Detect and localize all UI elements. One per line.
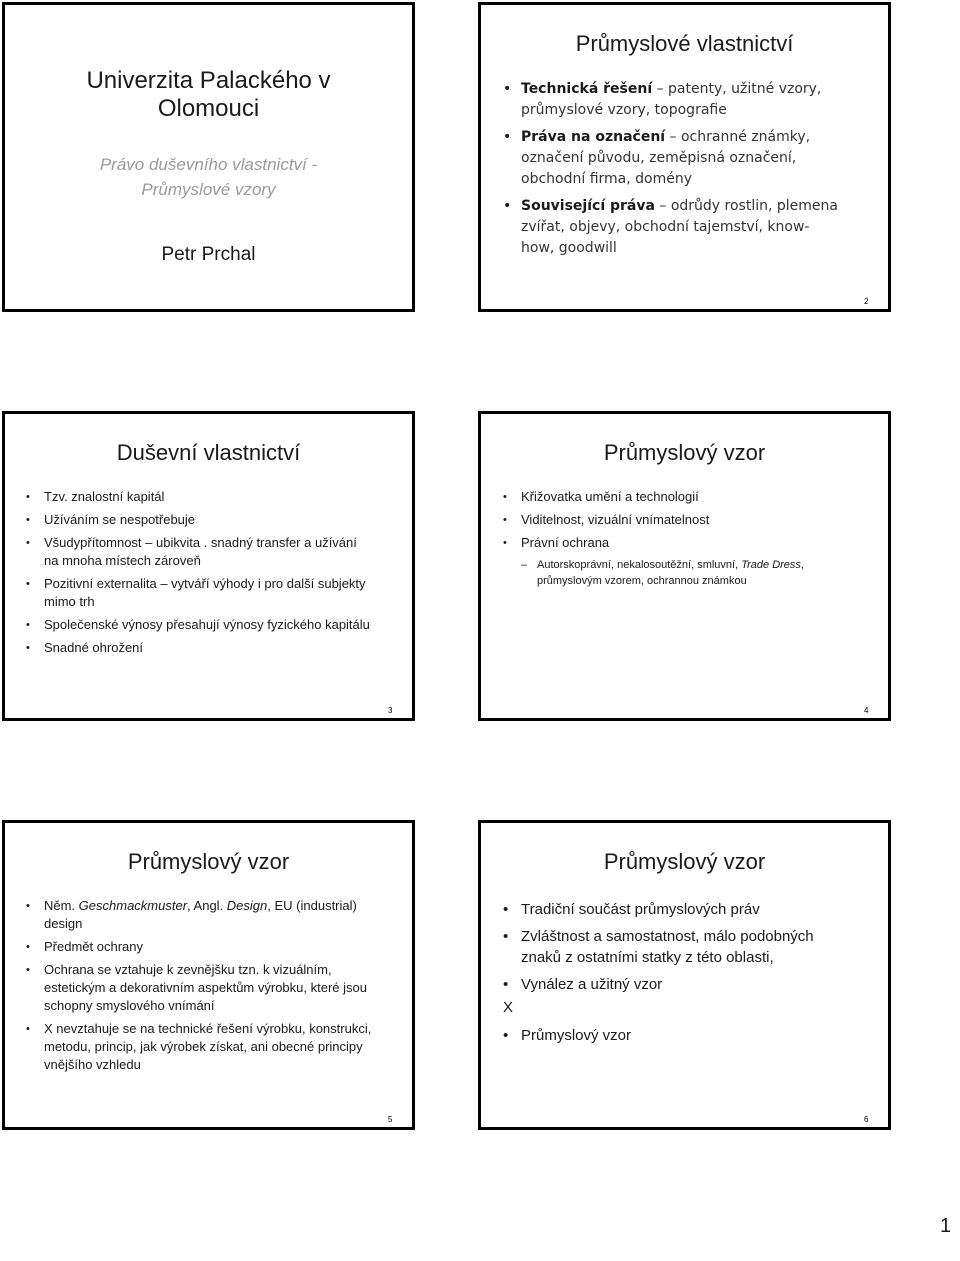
bullet-icon: •: [503, 1027, 509, 1044]
page-number: 5: [388, 1115, 393, 1124]
page-number: 2: [864, 297, 869, 306]
bullet-icon: •: [503, 928, 509, 945]
slide-title: Průmyslový vzor: [603, 440, 766, 465]
list-item: • Viditelnost, vizuální vnímatelnost: [503, 512, 710, 527]
list-item: • Právní ochrana: [503, 535, 610, 550]
bullet-icon: •: [503, 514, 507, 526]
slide-4: [478, 411, 891, 721]
list-item: • Snadné ohrožení: [26, 640, 144, 655]
slide-title: Průmyslový vzor: [127, 849, 290, 874]
bullet-icon: •: [26, 537, 30, 549]
list-item: • Pozitivní externalita – vytváří výhody i pro další subjekty mimo trh: [26, 576, 366, 609]
list-item: • Předmět ochrany: [26, 939, 143, 954]
bullet-icon: •: [503, 537, 507, 549]
bullet-icon: •: [503, 129, 512, 145]
page-number: 3: [388, 706, 393, 715]
bullet-list-2: [503, 1025, 848, 1052]
separator-x: X: [503, 999, 514, 1016]
bullet-list: [503, 79, 838, 265]
list-item: • Práva na označení – ochranné známky, označení původu, zeměpisná označení, obchodní firma, domény: [503, 129, 811, 187]
page-number: 6: [864, 1115, 869, 1124]
sub-list-item: – Autorskoprávní, nekalosoutěžní, smluvní, Trade Dress, průmyslovým vzorem, ochrannou známkou: [521, 559, 804, 587]
list-item: • Tradiční součást průmyslových práv: [503, 901, 760, 918]
list-item: • X nevztahuje se na technické řešení výrobku, konstrukci, metodu, princip, jak výrobek získat, ani obecné principy vnějšího vzhledu: [26, 1021, 372, 1072]
list-item: • Technická řešení – patenty, užitné vzory, průmyslové vzory, topografie: [503, 81, 822, 118]
slide-3: [2, 411, 415, 721]
bullet-icon: •: [503, 198, 512, 214]
bullet-icon: •: [26, 900, 30, 912]
list-item: • Vynález a užitný vzor: [503, 976, 663, 993]
bullet-icon: •: [503, 976, 509, 993]
university-name: Univerzita Palackého v Olomouci: [86, 67, 331, 122]
list-item: • Společenské výnosy přesahují výnosy fyzického kapitálu: [26, 617, 370, 632]
bullet-list: [503, 488, 848, 557]
list-item: • Něm. Geschmackmuster, Angl. Design, EU (industrial) design: [26, 898, 357, 931]
bullet-icon: •: [503, 901, 509, 918]
bullet-list: [26, 488, 371, 662]
page-number: 4: [864, 706, 869, 715]
list-item: • Průmyslový vzor: [503, 1027, 632, 1044]
bullet-icon: •: [26, 514, 30, 526]
bullet-list: [503, 899, 848, 1001]
sheet-page-number: 1: [940, 1215, 952, 1237]
bullet-icon: •: [26, 642, 30, 654]
list-item: • Křižovatka umění a technologií: [503, 489, 699, 504]
dash-icon: –: [521, 559, 528, 571]
list-item: • Všudypřítomnost – ubikvita . snadný transfer a užívání na mnoha místech zároveň: [26, 535, 357, 568]
author-name: Petr Prchal: [161, 244, 256, 265]
bullet-list: [26, 897, 381, 1079]
list-item: • Zvláštnost a samostatnost, málo podobných znaků z ostatními statky z této oblasti,: [503, 928, 814, 966]
slide-2: [478, 2, 891, 312]
slide-5: [2, 820, 415, 1130]
bullet-icon: •: [503, 81, 512, 97]
bullet-icon: •: [26, 619, 30, 631]
bullet-icon: •: [26, 941, 30, 953]
slide-title: Duševní vlastnictví: [116, 440, 301, 465]
list-item: • Užíváním se nespotřebuje: [26, 512, 196, 527]
slide-1-title: [2, 2, 415, 312]
bullet-icon: •: [26, 578, 30, 590]
list-item: • Ochrana se vztahuje k zevnějšku tzn. k vizuálním, estetickým a dekorativním aspektům výrobku, které jsou schopny smyslového vnímání: [26, 962, 367, 1013]
slide-title: Průmyslový vzor: [603, 849, 766, 874]
presentation-subtitle: Právo duševního vlastnictví - Průmyslové vzory: [99, 155, 318, 199]
slide-6: [478, 820, 891, 1130]
bullet-icon: •: [26, 491, 30, 503]
bullet-icon: •: [26, 1023, 30, 1035]
bullet-icon: •: [26, 964, 30, 976]
list-item: • Související práva – odrůdy rostlin, plemena zvířat, objevy, obchodní tajemství, know-how, goodwill: [503, 198, 838, 256]
list-item: • Tzv. znalostní kapitál: [26, 489, 165, 504]
slide-title: Průmyslové vlastnictví: [575, 31, 794, 56]
bullet-icon: •: [503, 491, 507, 503]
